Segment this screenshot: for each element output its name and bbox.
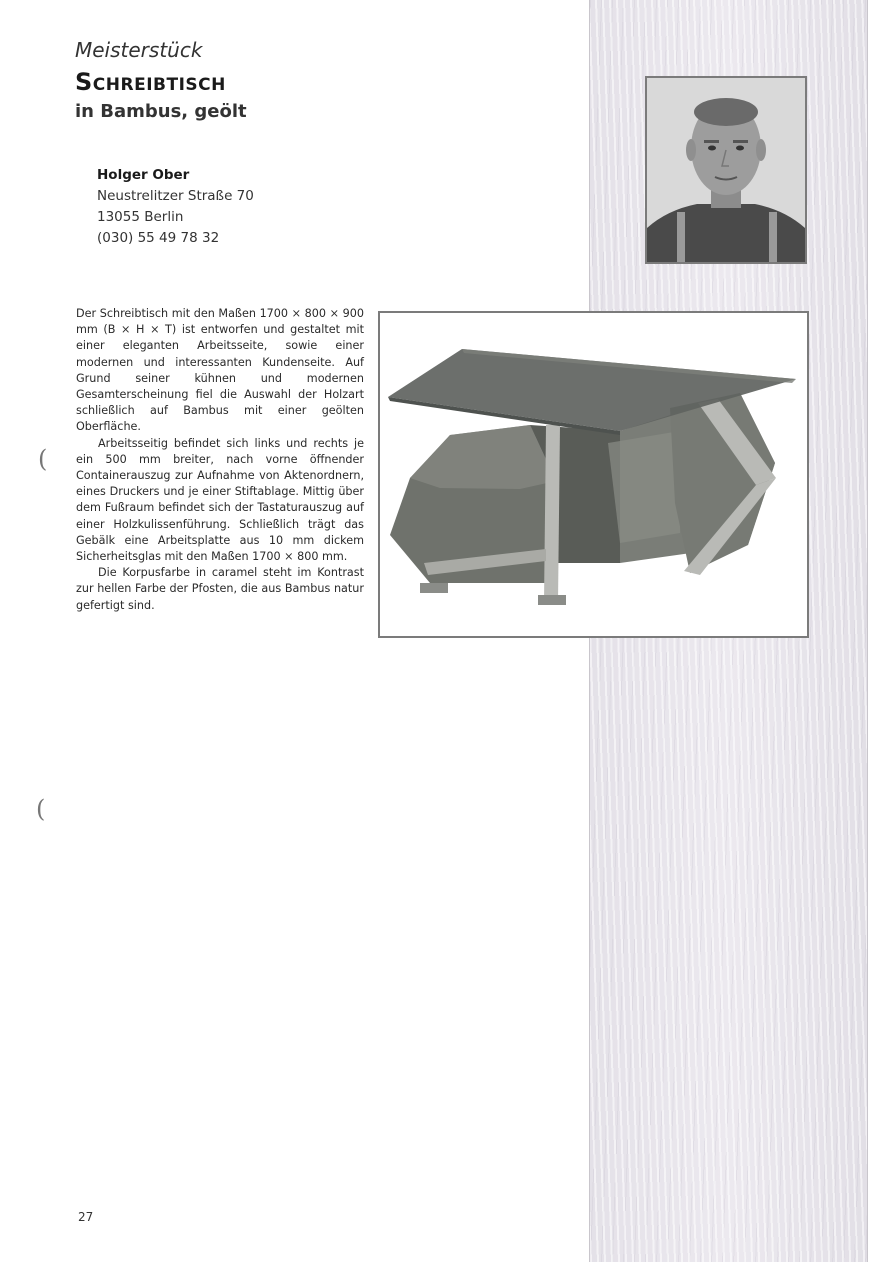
contact-block <box>97 165 254 249</box>
body-paragraph-2: Arbeitsseitig befindet sich links und rechts je ein 500 mm breiter, nach vorne öffnender Containerauszug zur Aufnahme von Aktenordnern, eines Druckers und je einer Stiftablage. Mittig über dem Fußraum befindet sich der Tastaturauszug auf einer Holzkulissenführung. Schließlich trägt das Gebälk eine Arbeitsplatte aus 10 mm dickem Sicherheitsglas mit den Maßen 1700 × 800 mm. <box>76 436 364 564</box>
contact-street: Neustrelitzer Straße 70 <box>97 188 254 204</box>
description-text <box>76 306 364 614</box>
portrait-illustration <box>647 78 805 262</box>
binder-hole-mark-top: ( <box>38 445 48 473</box>
kicker: Meisterstück <box>75 38 203 62</box>
desk-rendering <box>378 311 809 638</box>
contact-phone: (030) 55 49 78 32 <box>97 230 220 246</box>
desk-illustration <box>380 313 807 636</box>
contact-name: Holger Ober <box>97 167 190 183</box>
binder-hole-mark-bottom: ( <box>36 795 46 823</box>
subtitle: in Bambus, geölt <box>75 101 247 122</box>
portrait-photo <box>645 76 807 264</box>
contact-city: 13055 Berlin <box>97 209 184 225</box>
body-paragraph-3: Die Korpusfarbe in caramel steht im Kontrast zur hellen Farbe der Pfosten, die aus Bambus natur gefertigt sind. <box>76 566 364 612</box>
body-paragraph-1: Der Schreibtisch mit den Maßen 1700 × 800 × 900 mm (B × H × T) ist entworfen und gestaltet mit einer eleganten Arbeitsseite, sowie einer modernen und interessanten Kundenseite. Auf Grund seiner kühnen und modernen Gesamterscheinung fiel die Auswahl der Holzart schließlich auf Bambus mit einer geölten Oberfläche. <box>76 307 364 434</box>
page-number: 27 <box>78 1210 94 1224</box>
page-title: Schreibtisch <box>75 68 226 96</box>
